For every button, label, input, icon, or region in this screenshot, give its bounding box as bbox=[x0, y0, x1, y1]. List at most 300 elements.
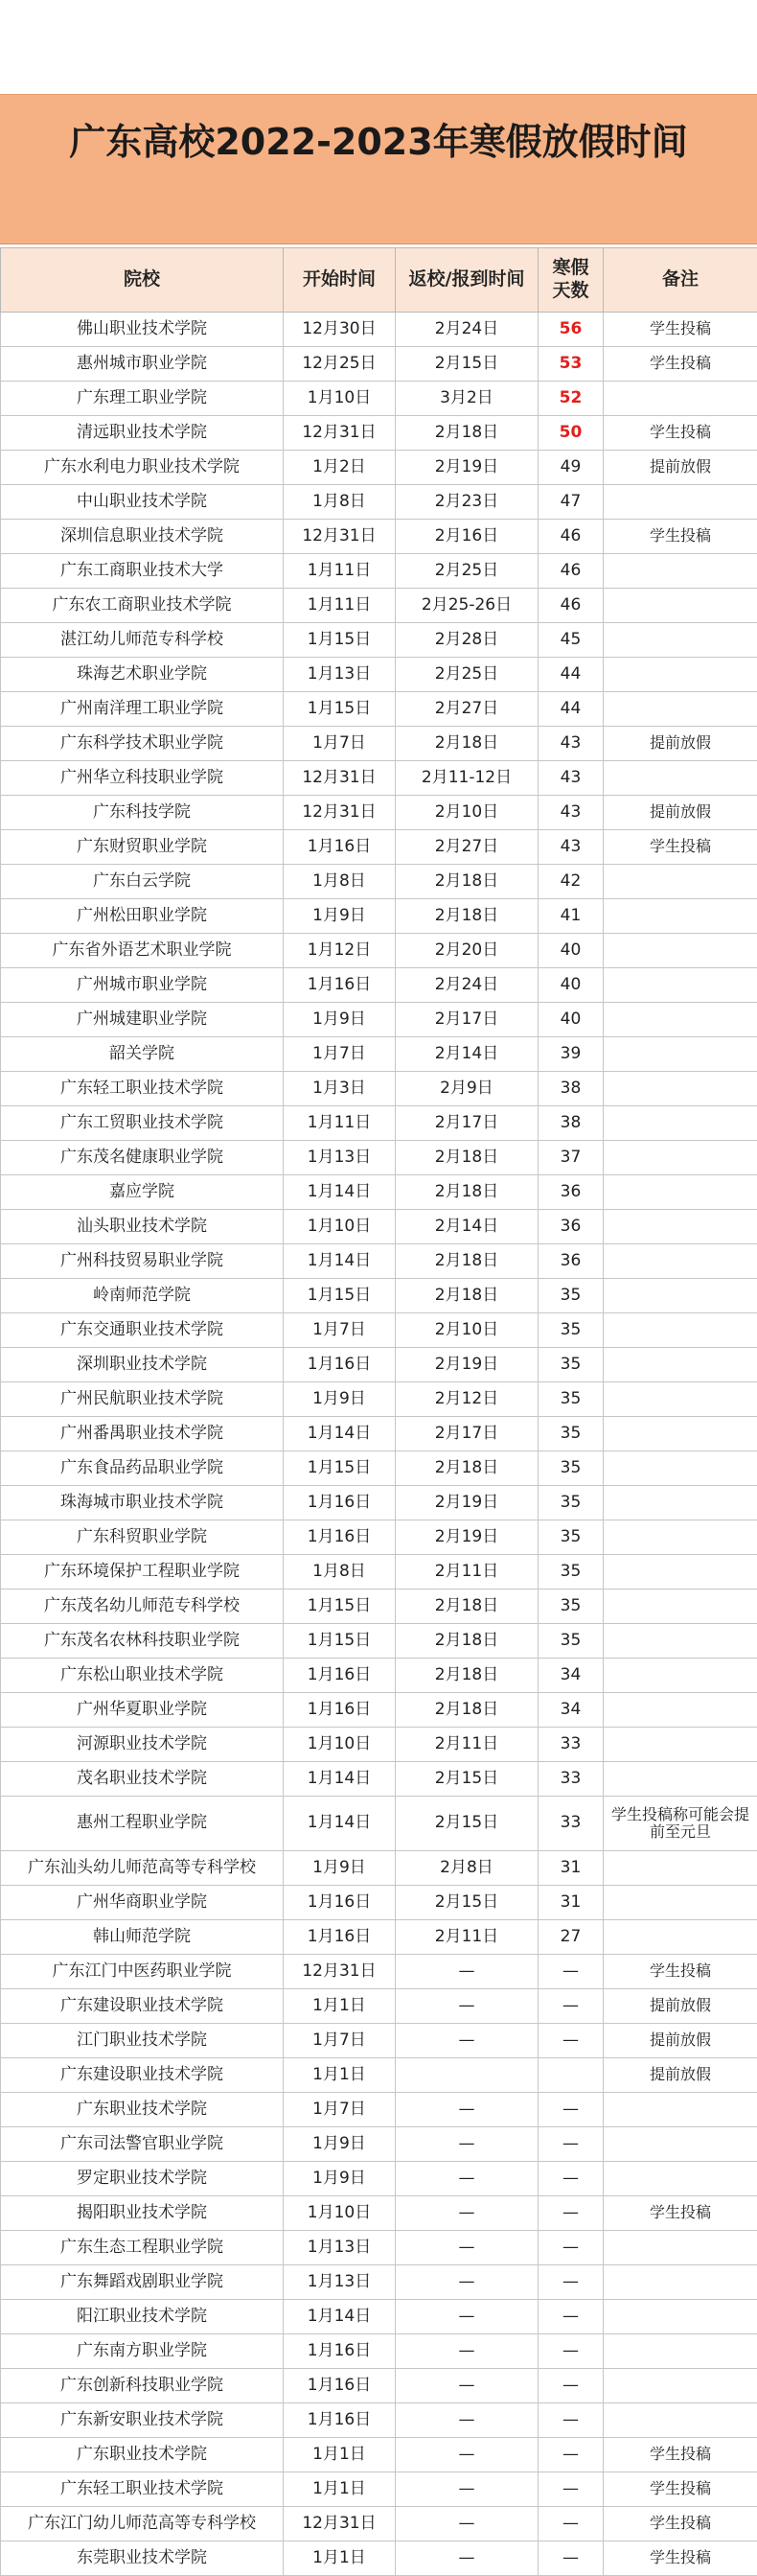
table-row bbox=[1, 2300, 757, 2334]
start-date-cell: 1月9日 bbox=[284, 2127, 396, 2162]
table-row bbox=[1, 1955, 757, 1989]
school-cell: 广东创新科技职业学院 bbox=[1, 2369, 284, 2403]
table-header-row bbox=[1, 248, 757, 313]
start-date-cell: 12月31日 bbox=[284, 520, 396, 554]
note-cell: 学生投稿 bbox=[604, 2507, 757, 2541]
start-date-cell: 1月16日 bbox=[284, 2334, 396, 2369]
holiday-days-cell: 35 bbox=[539, 1624, 604, 1659]
note-cell bbox=[604, 2127, 757, 2162]
return-date-cell: 2月19日 bbox=[396, 1348, 539, 1382]
school-cell: 惠州工程职业学院 bbox=[1, 1797, 284, 1851]
note-cell bbox=[604, 2300, 757, 2334]
return-date-cell: 2月25-26日 bbox=[396, 589, 539, 623]
table-row bbox=[1, 1210, 757, 1244]
school-cell: 罗定职业技术学院 bbox=[1, 2162, 284, 2196]
start-date-cell: 1月14日 bbox=[284, 1797, 396, 1851]
start-date-cell: 1月16日 bbox=[284, 1659, 396, 1693]
note-cell bbox=[604, 1003, 757, 1037]
note-cell bbox=[604, 2162, 757, 2196]
school-cell: 珠海城市职业技术学院 bbox=[1, 1486, 284, 1520]
table-row bbox=[1, 1037, 757, 1072]
start-date-cell: 12月25日 bbox=[284, 347, 396, 382]
note-cell bbox=[604, 1451, 757, 1486]
school-cell: 广东轻工职业技术学院 bbox=[1, 1072, 284, 1106]
return-date-cell: — bbox=[396, 2369, 539, 2403]
return-date-cell: — bbox=[396, 2334, 539, 2369]
school-cell: 广东松山职业技术学院 bbox=[1, 1659, 284, 1693]
return-date-cell: 2月11日 bbox=[396, 1555, 539, 1590]
start-date-cell: 1月16日 bbox=[284, 2403, 396, 2438]
return-date-cell bbox=[396, 2058, 539, 2093]
note-cell bbox=[604, 865, 757, 899]
school-cell: 广东科技学院 bbox=[1, 796, 284, 830]
note-cell: 学生投稿称可能会提前至元旦 bbox=[604, 1797, 757, 1851]
school-cell: 深圳信息职业技术学院 bbox=[1, 520, 284, 554]
school-cell: 广州城建职业学院 bbox=[1, 1003, 284, 1037]
holiday-days-cell: 27 bbox=[539, 1920, 604, 1955]
table-row bbox=[1, 1244, 757, 1279]
header-note: 备注 bbox=[604, 248, 757, 313]
school-cell: 广东水利电力职业技术学院 bbox=[1, 451, 284, 485]
note-cell bbox=[604, 1106, 757, 1141]
table-row bbox=[1, 2231, 757, 2265]
note-cell bbox=[604, 589, 757, 623]
table-row bbox=[1, 2127, 757, 2162]
holiday-days-cell: 56 bbox=[539, 313, 604, 347]
start-date-cell: 1月2日 bbox=[284, 451, 396, 485]
holiday-days-cell: 35 bbox=[539, 1555, 604, 1590]
start-date-cell: 12月31日 bbox=[284, 2507, 396, 2541]
note-cell: 提前放假 bbox=[604, 2058, 757, 2093]
holiday-days-cell: 34 bbox=[539, 1693, 604, 1728]
start-date-cell: 12月31日 bbox=[284, 761, 396, 796]
holiday-days-cell: 44 bbox=[539, 692, 604, 727]
note-cell bbox=[604, 692, 757, 727]
school-cell: 广东交通职业技术学院 bbox=[1, 1313, 284, 1348]
table-row bbox=[1, 1920, 757, 1955]
holiday-days-cell: 35 bbox=[539, 1382, 604, 1417]
table-row bbox=[1, 2403, 757, 2438]
holiday-days-cell: — bbox=[539, 2507, 604, 2541]
table-row bbox=[1, 1590, 757, 1624]
note-cell bbox=[604, 382, 757, 416]
return-date-cell: 2月28日 bbox=[396, 623, 539, 658]
return-date-cell: 2月18日 bbox=[396, 727, 539, 761]
return-date-cell: 2月23日 bbox=[396, 485, 539, 520]
return-date-cell: — bbox=[396, 2093, 539, 2127]
table-row bbox=[1, 2369, 757, 2403]
table-row bbox=[1, 2265, 757, 2300]
school-cell: 广州城市职业学院 bbox=[1, 968, 284, 1003]
note-cell: 学生投稿 bbox=[604, 347, 757, 382]
school-cell: 广州华商职业学院 bbox=[1, 1886, 284, 1920]
table-row bbox=[1, 1989, 757, 2024]
holiday-days-cell: 43 bbox=[539, 761, 604, 796]
start-date-cell: 1月16日 bbox=[284, 1486, 396, 1520]
table-row bbox=[1, 1417, 757, 1451]
school-cell: 东莞职业技术学院 bbox=[1, 2541, 284, 2576]
note-cell bbox=[604, 1693, 757, 1728]
return-date-cell: 2月8日 bbox=[396, 1851, 539, 1886]
holiday-days-cell: 43 bbox=[539, 830, 604, 865]
note-cell: 提前放假 bbox=[604, 796, 757, 830]
holiday-days-cell: 33 bbox=[539, 1762, 604, 1797]
return-date-cell: 2月17日 bbox=[396, 1003, 539, 1037]
return-date-cell: 2月12日 bbox=[396, 1382, 539, 1417]
start-date-cell: 1月14日 bbox=[284, 1244, 396, 1279]
return-date-cell: — bbox=[396, 2472, 539, 2507]
table-row bbox=[1, 1659, 757, 1693]
table-row bbox=[1, 2541, 757, 2576]
table-row bbox=[1, 830, 757, 865]
table-row bbox=[1, 1451, 757, 1486]
holiday-days-cell: — bbox=[539, 1989, 604, 2024]
start-date-cell: 1月11日 bbox=[284, 1106, 396, 1141]
table-row bbox=[1, 623, 757, 658]
note-cell: 学生投稿 bbox=[604, 2196, 757, 2231]
holiday-days-cell: 33 bbox=[539, 1728, 604, 1762]
table-row bbox=[1, 451, 757, 485]
header-start-date: 开始时间 bbox=[284, 248, 396, 313]
table-row bbox=[1, 692, 757, 727]
holiday-days-cell: 35 bbox=[539, 1313, 604, 1348]
table-row bbox=[1, 2162, 757, 2196]
table-row bbox=[1, 416, 757, 451]
table-row bbox=[1, 520, 757, 554]
start-date-cell: 1月16日 bbox=[284, 968, 396, 1003]
table-row bbox=[1, 1279, 757, 1313]
holiday-days-cell: 40 bbox=[539, 934, 604, 968]
start-date-cell: 1月16日 bbox=[284, 2369, 396, 2403]
holiday-days-cell: 35 bbox=[539, 1590, 604, 1624]
return-date-cell: 2月18日 bbox=[396, 1175, 539, 1210]
return-date-cell: 2月16日 bbox=[396, 520, 539, 554]
note-cell bbox=[604, 1072, 757, 1106]
start-date-cell: 1月9日 bbox=[284, 1382, 396, 1417]
school-cell: 广东生态工程职业学院 bbox=[1, 2231, 284, 2265]
table-row bbox=[1, 1486, 757, 1520]
school-cell: 河源职业技术学院 bbox=[1, 1728, 284, 1762]
holiday-days-cell: 42 bbox=[539, 865, 604, 899]
return-date-cell: 2月18日 bbox=[396, 1244, 539, 1279]
note-cell bbox=[604, 2369, 757, 2403]
return-date-cell: — bbox=[396, 2438, 539, 2472]
return-date-cell: 2月18日 bbox=[396, 416, 539, 451]
holiday-days-cell: 37 bbox=[539, 1141, 604, 1175]
start-date-cell: 1月13日 bbox=[284, 1141, 396, 1175]
return-date-cell: 2月9日 bbox=[396, 1072, 539, 1106]
return-date-cell: 2月19日 bbox=[396, 451, 539, 485]
return-date-cell: 2月24日 bbox=[396, 313, 539, 347]
return-date-cell: 2月18日 bbox=[396, 1279, 539, 1313]
table-row bbox=[1, 761, 757, 796]
holiday-days-cell: 31 bbox=[539, 1886, 604, 1920]
note-cell: 学生投稿 bbox=[604, 1955, 757, 1989]
note-cell bbox=[604, 1590, 757, 1624]
school-cell: 广东职业技术学院 bbox=[1, 2093, 284, 2127]
note-cell bbox=[604, 1728, 757, 1762]
table-row bbox=[1, 796, 757, 830]
holiday-days-cell: 40 bbox=[539, 1003, 604, 1037]
note-cell bbox=[604, 1313, 757, 1348]
return-date-cell: 2月18日 bbox=[396, 1590, 539, 1624]
note-cell bbox=[604, 1141, 757, 1175]
holiday-days-cell: 46 bbox=[539, 554, 604, 589]
table-row bbox=[1, 1141, 757, 1175]
holiday-days-cell: 35 bbox=[539, 1279, 604, 1313]
start-date-cell: 1月7日 bbox=[284, 2024, 396, 2058]
return-date-cell: — bbox=[396, 2162, 539, 2196]
return-date-cell: — bbox=[396, 2265, 539, 2300]
school-cell: 茂名职业技术学院 bbox=[1, 1762, 284, 1797]
return-date-cell: 2月24日 bbox=[396, 968, 539, 1003]
start-date-cell: 1月8日 bbox=[284, 1555, 396, 1590]
start-date-cell: 1月15日 bbox=[284, 1451, 396, 1486]
note-cell bbox=[604, 1244, 757, 1279]
holiday-days-cell: 46 bbox=[539, 520, 604, 554]
school-cell: 佛山职业技术学院 bbox=[1, 313, 284, 347]
holiday-days-cell: 31 bbox=[539, 1851, 604, 1886]
start-date-cell: 1月9日 bbox=[284, 899, 396, 934]
note-cell bbox=[604, 899, 757, 934]
school-cell: 湛江幼儿师范专科学校 bbox=[1, 623, 284, 658]
start-date-cell: 1月1日 bbox=[284, 2438, 396, 2472]
start-date-cell: 1月10日 bbox=[284, 2196, 396, 2231]
table-row bbox=[1, 2472, 757, 2507]
note-cell: 学生投稿 bbox=[604, 416, 757, 451]
note-cell bbox=[604, 1851, 757, 1886]
school-cell: 汕头职业技术学院 bbox=[1, 1210, 284, 1244]
start-date-cell: 1月1日 bbox=[284, 2472, 396, 2507]
note-cell bbox=[604, 554, 757, 589]
return-date-cell: — bbox=[396, 2541, 539, 2576]
table-row bbox=[1, 2196, 757, 2231]
header-holiday-days: 寒假 天数 bbox=[539, 248, 604, 313]
table-row bbox=[1, 554, 757, 589]
school-cell: 广州华夏职业学院 bbox=[1, 1693, 284, 1728]
title-banner bbox=[0, 94, 757, 244]
note-cell bbox=[604, 1486, 757, 1520]
note-cell bbox=[604, 658, 757, 692]
start-date-cell: 1月15日 bbox=[284, 623, 396, 658]
school-cell: 广东科学技术职业学院 bbox=[1, 727, 284, 761]
holiday-days-cell: 53 bbox=[539, 347, 604, 382]
holiday-days-cell: 50 bbox=[539, 416, 604, 451]
note-cell: 学生投稿 bbox=[604, 313, 757, 347]
start-date-cell: 1月14日 bbox=[284, 1762, 396, 1797]
table-row bbox=[1, 2334, 757, 2369]
table-row bbox=[1, 2507, 757, 2541]
holiday-days-cell: 38 bbox=[539, 1106, 604, 1141]
table-row bbox=[1, 865, 757, 899]
note-cell bbox=[604, 1762, 757, 1797]
school-cell: 广东理工职业学院 bbox=[1, 382, 284, 416]
school-cell: 广州番禺职业技术学院 bbox=[1, 1417, 284, 1451]
table-row bbox=[1, 1313, 757, 1348]
note-cell bbox=[604, 934, 757, 968]
table-row bbox=[1, 899, 757, 934]
start-date-cell: 1月14日 bbox=[284, 1175, 396, 1210]
start-date-cell: 1月15日 bbox=[284, 692, 396, 727]
holiday-days-cell: — bbox=[539, 2024, 604, 2058]
school-cell: 阳江职业技术学院 bbox=[1, 2300, 284, 2334]
school-cell: 广东职业技术学院 bbox=[1, 2438, 284, 2472]
table-row bbox=[1, 1762, 757, 1797]
return-date-cell: 2月20日 bbox=[396, 934, 539, 968]
school-cell: 韶关学院 bbox=[1, 1037, 284, 1072]
school-cell: 广东司法警官职业学院 bbox=[1, 2127, 284, 2162]
school-cell: 广东建设职业技术学院 bbox=[1, 1989, 284, 2024]
start-date-cell: 1月15日 bbox=[284, 1279, 396, 1313]
holiday-days-cell: 35 bbox=[539, 1417, 604, 1451]
holiday-days-cell: 43 bbox=[539, 727, 604, 761]
start-date-cell: 1月15日 bbox=[284, 1624, 396, 1659]
table-row bbox=[1, 2438, 757, 2472]
school-cell: 广州华立科技职业学院 bbox=[1, 761, 284, 796]
school-cell: 广东省外语艺术职业学院 bbox=[1, 934, 284, 968]
table-row bbox=[1, 589, 757, 623]
return-date-cell: — bbox=[396, 2024, 539, 2058]
school-cell: 广东财贸职业学院 bbox=[1, 830, 284, 865]
holiday-days-cell: 36 bbox=[539, 1175, 604, 1210]
note-cell bbox=[604, 2093, 757, 2127]
holiday-days-cell: 35 bbox=[539, 1348, 604, 1382]
holiday-days-cell: 40 bbox=[539, 968, 604, 1003]
return-date-cell: — bbox=[396, 2127, 539, 2162]
holiday-days-cell: — bbox=[539, 2093, 604, 2127]
start-date-cell: 1月16日 bbox=[284, 1348, 396, 1382]
note-cell bbox=[604, 1624, 757, 1659]
holiday-days-cell: 33 bbox=[539, 1797, 604, 1851]
start-date-cell: 1月7日 bbox=[284, 1037, 396, 1072]
table-row bbox=[1, 1106, 757, 1141]
holiday-days-cell: 49 bbox=[539, 451, 604, 485]
return-date-cell: 2月10日 bbox=[396, 1313, 539, 1348]
return-date-cell: 2月18日 bbox=[396, 1141, 539, 1175]
start-date-cell: 12月31日 bbox=[284, 1955, 396, 1989]
return-date-cell: 2月18日 bbox=[396, 865, 539, 899]
note-cell bbox=[604, 761, 757, 796]
holiday-days-cell: — bbox=[539, 2127, 604, 2162]
note-cell bbox=[604, 1037, 757, 1072]
school-cell: 广东舞蹈戏剧职业学院 bbox=[1, 2265, 284, 2300]
start-date-cell: 1月9日 bbox=[284, 1003, 396, 1037]
note-cell: 学生投稿 bbox=[604, 830, 757, 865]
note-cell bbox=[604, 1279, 757, 1313]
return-date-cell: 2月18日 bbox=[396, 1451, 539, 1486]
return-date-cell: — bbox=[396, 2231, 539, 2265]
school-cell: 广州松田职业学院 bbox=[1, 899, 284, 934]
start-date-cell: 1月14日 bbox=[284, 2300, 396, 2334]
table-row bbox=[1, 658, 757, 692]
start-date-cell: 12月31日 bbox=[284, 416, 396, 451]
school-cell: 岭南师范学院 bbox=[1, 1279, 284, 1313]
school-cell: 广东环境保护工程职业学院 bbox=[1, 1555, 284, 1590]
school-cell: 江门职业技术学院 bbox=[1, 2024, 284, 2058]
note-cell bbox=[604, 1382, 757, 1417]
note-cell bbox=[604, 2334, 757, 2369]
note-cell: 提前放假 bbox=[604, 1989, 757, 2024]
start-date-cell: 1月16日 bbox=[284, 1920, 396, 1955]
table-row bbox=[1, 934, 757, 968]
school-cell: 广东江门中医药职业学院 bbox=[1, 1955, 284, 1989]
note-cell bbox=[604, 1210, 757, 1244]
table-row bbox=[1, 485, 757, 520]
return-date-cell: — bbox=[396, 2507, 539, 2541]
table-row bbox=[1, 1072, 757, 1106]
table-row bbox=[1, 727, 757, 761]
note-cell bbox=[604, 2403, 757, 2438]
note-cell bbox=[604, 2265, 757, 2300]
note-cell bbox=[604, 1555, 757, 1590]
table-row bbox=[1, 1624, 757, 1659]
note-cell: 学生投稿 bbox=[604, 2541, 757, 2576]
school-cell: 广东新安职业技术学院 bbox=[1, 2403, 284, 2438]
return-date-cell: 2月27日 bbox=[396, 692, 539, 727]
school-cell: 广东白云学院 bbox=[1, 865, 284, 899]
return-date-cell: 3月2日 bbox=[396, 382, 539, 416]
holiday-days-cell: — bbox=[539, 2265, 604, 2300]
holiday-days-cell: — bbox=[539, 2403, 604, 2438]
start-date-cell: 1月16日 bbox=[284, 1886, 396, 1920]
school-cell: 清远职业技术学院 bbox=[1, 416, 284, 451]
holiday-days-cell: 41 bbox=[539, 899, 604, 934]
page-title: 广东高校2022-2023年寒假放假时间 bbox=[0, 112, 757, 165]
return-date-cell: 2月18日 bbox=[396, 1659, 539, 1693]
start-date-cell: 1月13日 bbox=[284, 658, 396, 692]
return-date-cell: 2月25日 bbox=[396, 554, 539, 589]
return-date-cell: 2月15日 bbox=[396, 1797, 539, 1851]
return-date-cell: — bbox=[396, 2196, 539, 2231]
table-row bbox=[1, 1886, 757, 1920]
note-cell: 提前放假 bbox=[604, 727, 757, 761]
start-date-cell: 1月16日 bbox=[284, 1520, 396, 1555]
school-cell: 广东茂名健康职业学院 bbox=[1, 1141, 284, 1175]
school-cell: 广东轻工职业技术学院 bbox=[1, 2472, 284, 2507]
table-row bbox=[1, 2093, 757, 2127]
start-date-cell: 1月1日 bbox=[284, 2541, 396, 2576]
school-cell: 广东食品药品职业学院 bbox=[1, 1451, 284, 1486]
school-cell: 深圳职业技术学院 bbox=[1, 1348, 284, 1382]
note-cell: 提前放假 bbox=[604, 451, 757, 485]
header-return-date: 返校/报到时间 bbox=[396, 248, 539, 313]
table-row bbox=[1, 2058, 757, 2093]
holiday-days-cell: — bbox=[539, 2162, 604, 2196]
note-cell: 学生投稿 bbox=[604, 520, 757, 554]
holiday-days-cell: — bbox=[539, 2334, 604, 2369]
table-row bbox=[1, 1555, 757, 1590]
return-date-cell: 2月15日 bbox=[396, 1762, 539, 1797]
start-date-cell: 1月16日 bbox=[284, 1693, 396, 1728]
header-school: 院校 bbox=[1, 248, 284, 313]
start-date-cell: 12月31日 bbox=[284, 796, 396, 830]
note-cell bbox=[604, 1175, 757, 1210]
return-date-cell: 2月19日 bbox=[396, 1520, 539, 1555]
holiday-days-cell: 46 bbox=[539, 589, 604, 623]
table-row bbox=[1, 1175, 757, 1210]
note-cell bbox=[604, 1920, 757, 1955]
holiday-days-cell: 35 bbox=[539, 1486, 604, 1520]
start-date-cell: 1月9日 bbox=[284, 2162, 396, 2196]
start-date-cell: 1月14日 bbox=[284, 1417, 396, 1451]
holiday-days-cell: 45 bbox=[539, 623, 604, 658]
start-date-cell: 1月8日 bbox=[284, 865, 396, 899]
school-cell: 惠州城市职业学院 bbox=[1, 347, 284, 382]
holiday-days-cell: 39 bbox=[539, 1037, 604, 1072]
return-date-cell: 2月18日 bbox=[396, 1693, 539, 1728]
return-date-cell: 2月11日 bbox=[396, 1920, 539, 1955]
holiday-days-cell: — bbox=[539, 1955, 604, 1989]
